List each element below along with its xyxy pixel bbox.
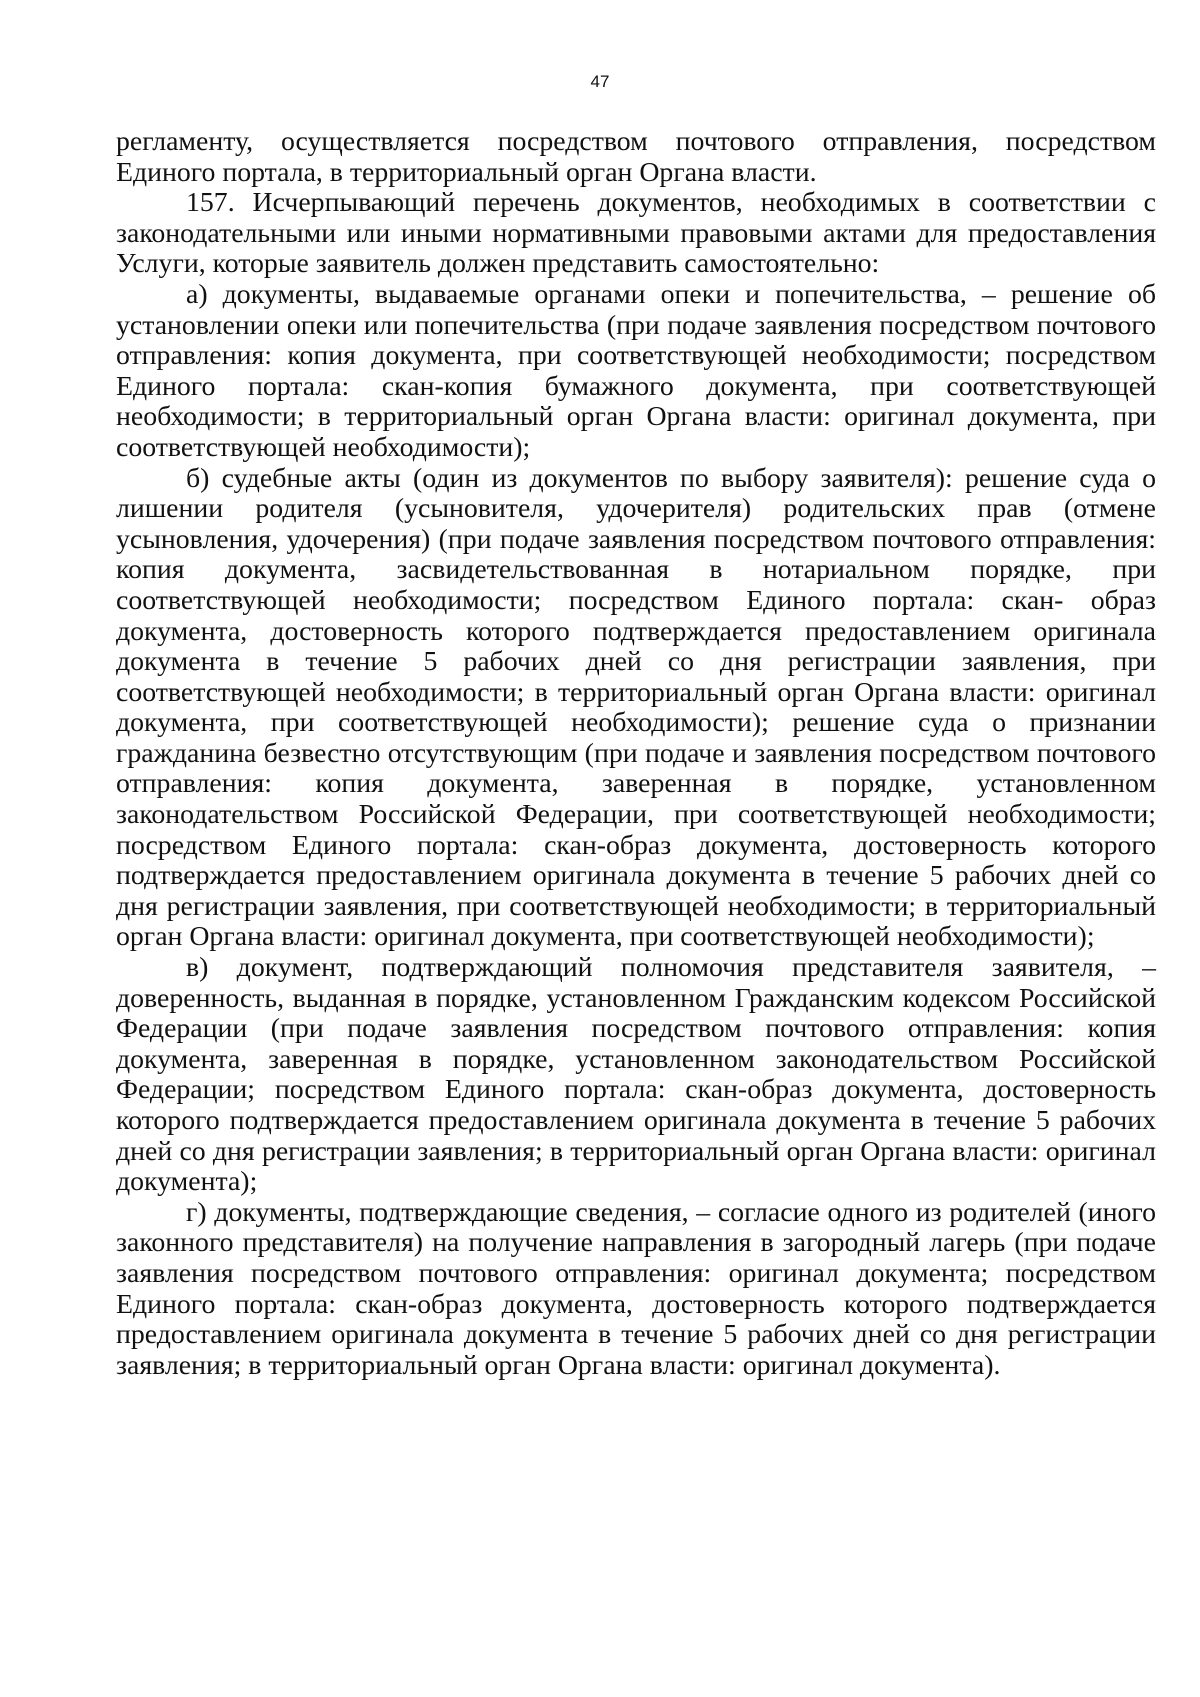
page-number: 47 bbox=[590, 72, 610, 91]
paragraph-continuation: регламенту, осуществляется посредством почтового отправления, посредством Единого портала, в территориальный орган Органа власти. bbox=[116, 126, 1156, 188]
paragraph-item-a: а) документы, выдаваемые органами опеки и попечительства, – решение об установлении опеки или попечительства (при подаче заявления посредством почтового отправления: копия документа, при соответствующей необходимости; посредством Единого портала: скан-копия бумажного документа, при соответствующей необходимости; в территориальный орган Органа власти: оригинал документа, при соответствующей необходимости); bbox=[116, 278, 1156, 463]
paragraph-item-b: б) судебные акты (один из документов по выбору заявителя): решение суда о лишении родителя (усыновителя, удочерителя) родительских прав (отмене усыновления, удочерения) (при подаче заявления посредством почтового отправления: копия документа, засвидетельствованная в нотариальном порядке, при соответствующей необходимости; посредством Единого портала: скан- образ документа, достоверность которого подтверждается предоставлением оригинала документа в течение 5 рабочих дней со дня регистрации заявления, при соответствующей необходимости; в территориальный орган Органа власти: оригинал документа, при соответствующей необходимости); решение суда о признании гражданина безвестно отсутствующим (при подаче и заявления посредством почтового отправления: копия документа, заверенная в порядке, установленном законодательством Российской Федерации, при соответствующей необходимости; посредством Единого портала: скан-образ документа, достоверность которого подтверждается предоставлением оригинала документа в течение 5 рабочих дней со дня регистрации заявления, при соответствующей необходимости; в территориальный орган Органа власти: оригинал документа, при соответствующей необходимости); bbox=[116, 462, 1156, 953]
paragraph-item-g: г) документы, подтверждающие сведения, – согласие одного из родителей (иного законного представителя) на получение направления в загородный лагерь (при подаче заявления посредством почтового отправления: оригинал документа; посредством Единого портала: скан-образ документа, достоверность которого подтверждается предоставлением оригинала документа в течение 5 рабочих дней со дня регистрации заявления; в территориальный орган Органа власти: оригинал документа). bbox=[116, 1196, 1156, 1381]
paragraph-item-v: в) документ, подтверждающий полномочия представителя заявителя, – доверенность, выданная в порядке, установленном Гражданским кодексом Российской Федерации (при подаче заявления посредством почтового отправления: копия документа, заверенная в порядке, установленном законодательством Российской Федерации; посредством Единого портала: скан-образ документа, достоверность которого подтверждается предоставлением оригинала документа в течение 5 рабочих дней со дня регистрации заявления; в территориальный орган Органа власти: оригинал документа); bbox=[116, 952, 1156, 1198]
document-body bbox=[116, 127, 1156, 1381]
paragraph-157: 157. Исчерпывающий перечень документов, необходимых в соответствии с законодательными или иными нормативными правовыми актами для предоставления Услуги, которые заявитель должен представить самостоятельно: bbox=[116, 187, 1156, 280]
